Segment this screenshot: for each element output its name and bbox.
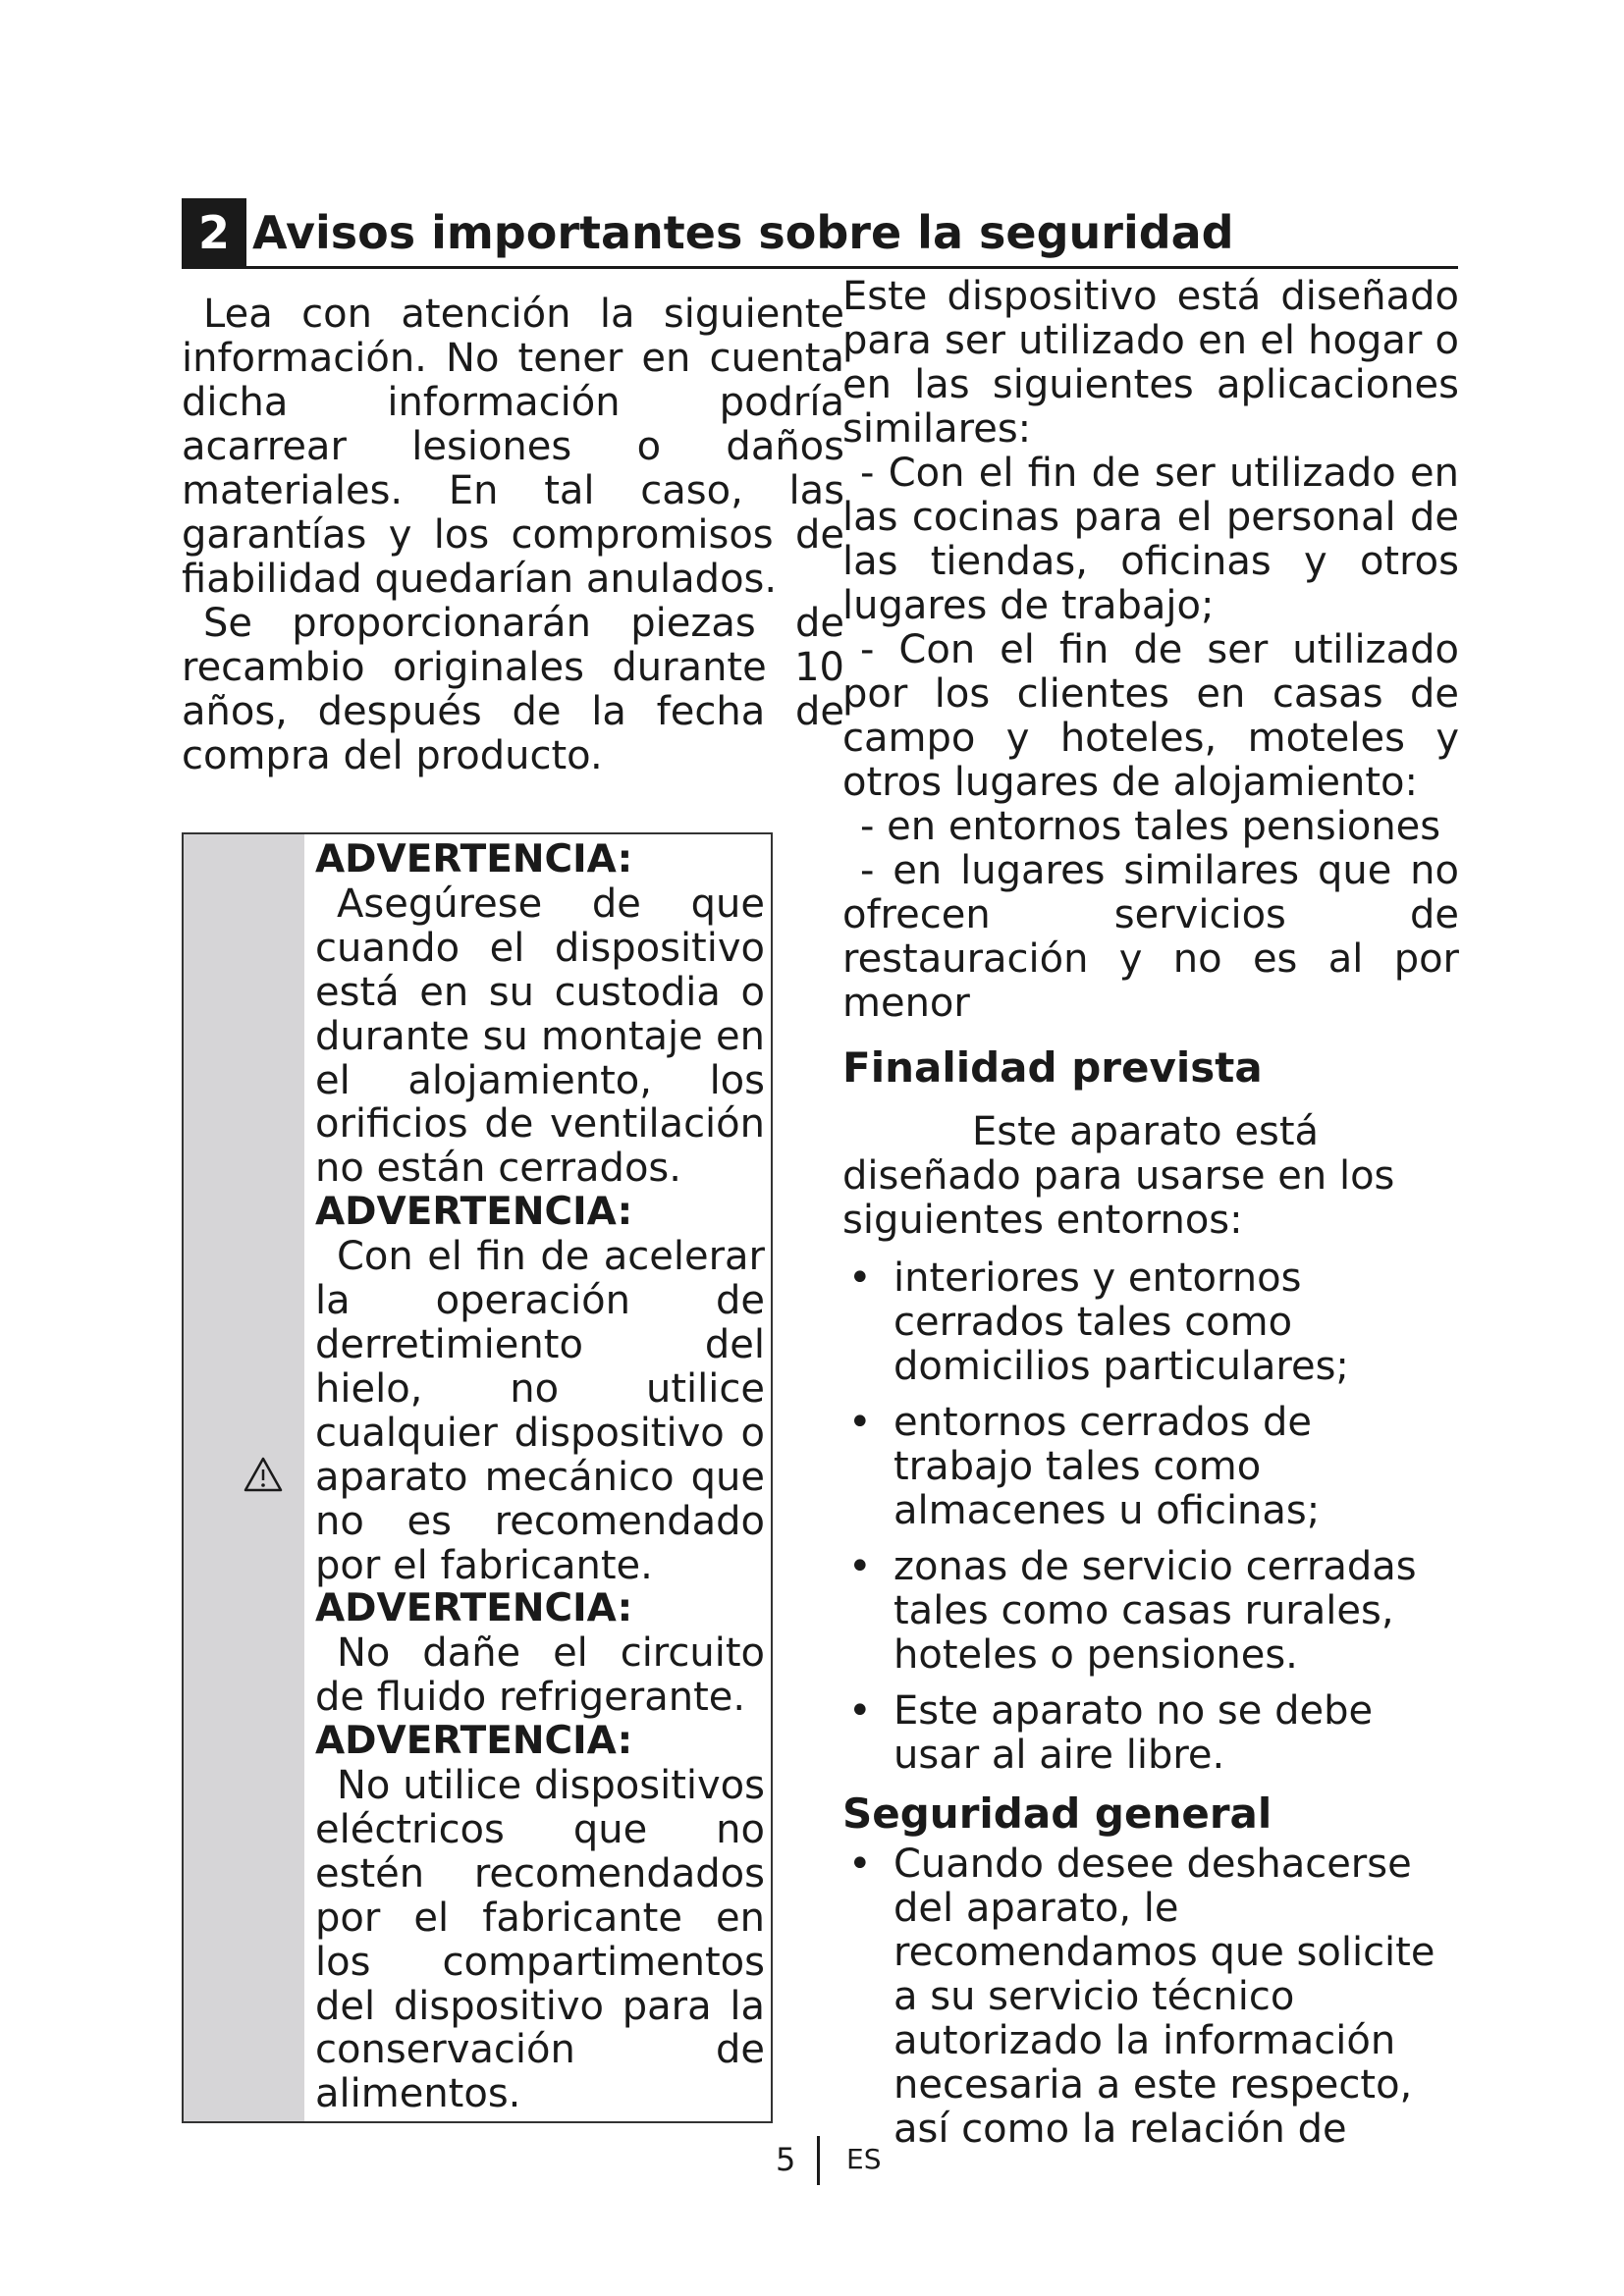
warning-content (315, 838, 765, 2116)
warning-box (182, 832, 773, 2123)
purpose-list (842, 1256, 1459, 1778)
warning-text: No dañe el circuito de fluido refrigerante. (315, 1630, 765, 1721)
warning-text: No utilice dispositivos eléctricos que no estén recomendados por el fabricante en los compartimentos del dispositivo para la conservación de alimentos. (315, 1763, 765, 2117)
section-heading (182, 198, 1458, 269)
footer-divider (817, 2136, 820, 2185)
warning-title: ADVERTENCIA: (315, 1719, 633, 1764)
warning-text: Con el fin de acelerar la operación de derretimiento del hielo, no utilice cualquier dispositivo o aparato mecánico que no es recomendado por el fabricante. (315, 1234, 765, 1588)
list-item: • Cuando desee deshacerse del aparato, le recomendamos que solicite a su servicio técnico autorizado la información necesaria a este respecto, así como la relación de (842, 1842, 1459, 2152)
purpose-intro: Este aparato está diseñado para usarse en los siguientes entornos: (842, 1109, 1395, 1243)
general-safety-heading: Seguridad general (842, 1789, 1272, 1838)
section-number: 2 (182, 198, 246, 267)
use-item: - en entornos tales pensiones (860, 804, 1441, 849)
use-item: - Con el fin de ser utilizado en las cocinas para el personal de las tiendas, oficinas y otros lugares de trabajo; (842, 451, 1459, 628)
left-column (182, 293, 844, 778)
list-item: • interiores y entornos cerrados tales como domicilios particulares; (842, 1256, 1459, 1389)
use-item: - Con el fin de ser utilizado por los clientes en casas de campo y hoteles, moteles y otros lugares de alojamiento: (842, 627, 1459, 805)
list-item: • entornos cerrados de trabajo tales como almacenes u oficinas; (842, 1401, 1459, 1533)
language-code: ES (846, 2143, 882, 2175)
page-number: 5 (776, 2141, 796, 2178)
list-item: • Este aparato no se debe usar al aire libre. (842, 1689, 1459, 1778)
warning-triangle-icon (243, 1456, 284, 1493)
spare-parts-paragraph: Se proporcionarán piezas de recambio originales durante 10 años, después de la fecha de compra del producto. (182, 601, 844, 778)
list-item: • zonas de servicio cerradas tales como casas rurales, hoteles o pensiones. (842, 1545, 1459, 1678)
purpose-heading: Finalidad prevista (842, 1043, 1263, 1092)
section-title: Avisos importantes sobre la seguridad (252, 206, 1234, 259)
device-use-intro: Este dispositivo está diseñado para ser utilizado en el hogar o en las siguientes aplicaciones similares: (842, 274, 1459, 452)
general-safety-list (842, 1842, 1459, 2152)
warning-title: ADVERTENCIA: (315, 837, 633, 881)
intro-paragraph: Lea con atención la siguiente información. No tener en cuenta dicha información podría acarrear lesiones o daños materiales. En tal caso, las garantías y los compromisos de fiabilidad quedarían anulados. (182, 292, 844, 602)
warning-title: ADVERTENCIA: (315, 1190, 633, 1235)
use-item: - en lugares similares que no ofrecen servicios de restauración y no es al por menor (842, 848, 1459, 1026)
warning-text: Asegúrese de que cuando el dispositivo está en su custodia o durante su montaje en el alojamiento, los orificios de ventilación no están cerrados. (315, 881, 765, 1192)
warning-title: ADVERTENCIA: (315, 1586, 633, 1631)
right-column (842, 275, 1459, 2163)
